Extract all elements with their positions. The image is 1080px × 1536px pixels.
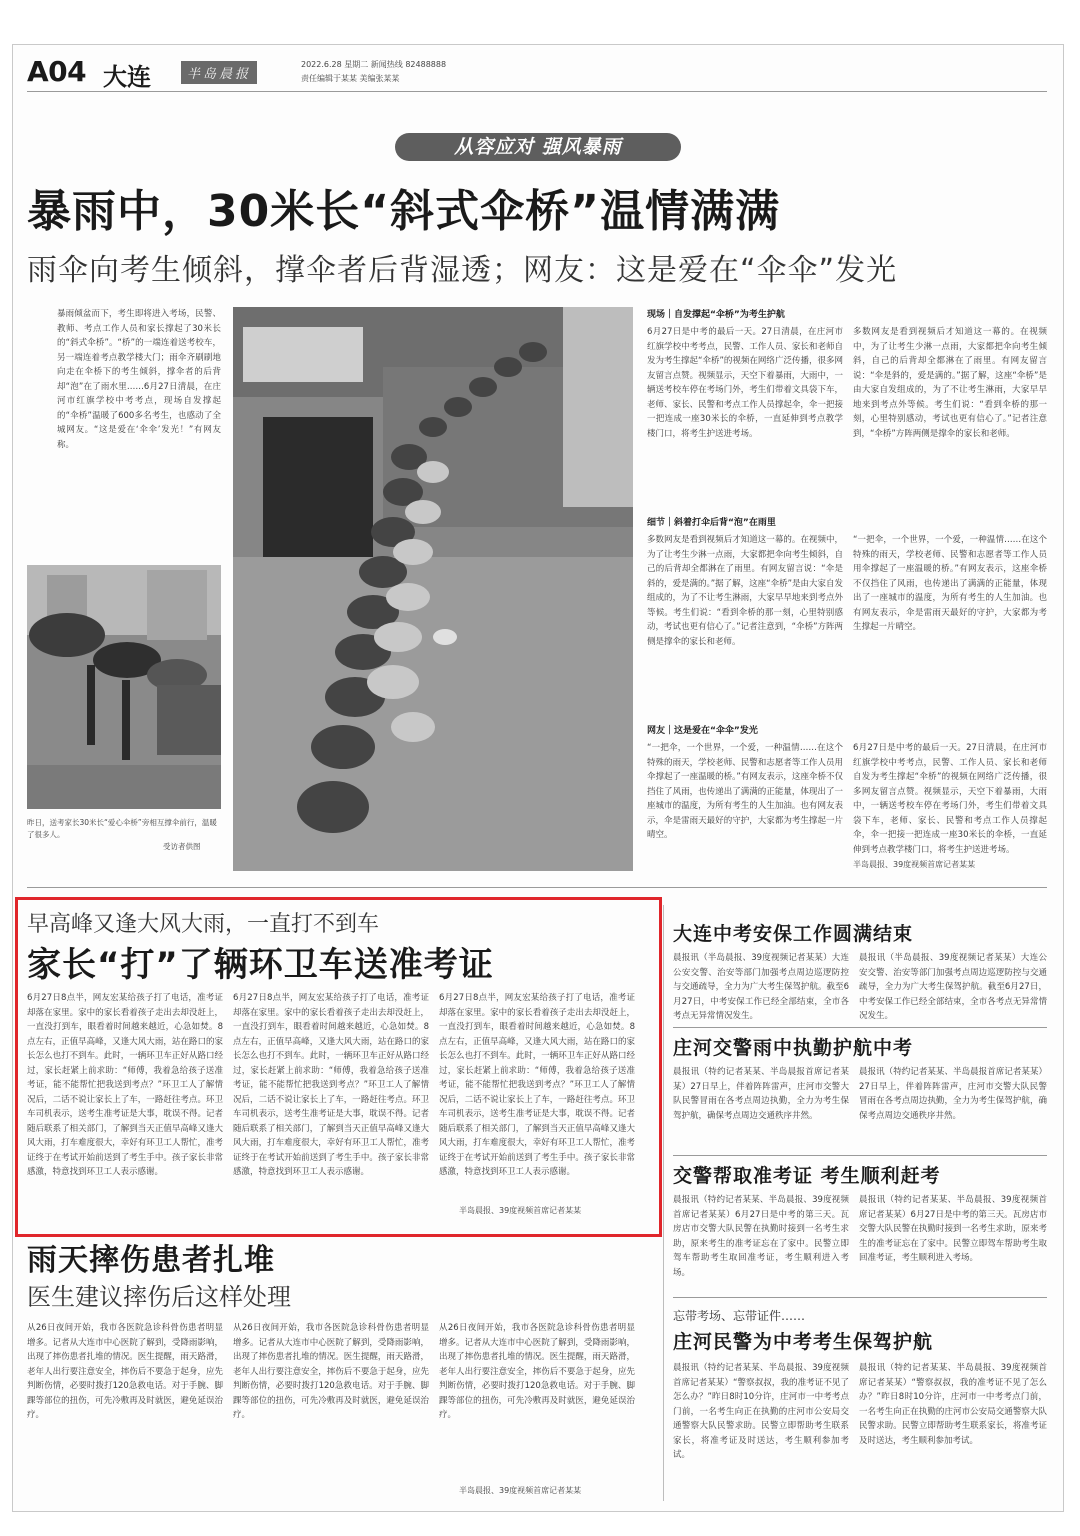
section-name: 大连 [103, 63, 151, 91]
bottom-byline: 半岛晨报、39度视频首席记者某某 [459, 1486, 582, 1495]
admission-ticket-story-col1: 晨报讯（特约记者某某、半岛晨报、39度视频首席记者某某）6月27日是中考的第三天。瓦房店市交警大队民警在执勤时接到一名考生求助，原来考生的准考证忘在了家中。民警立即驾车帮助考生取回准考证，考生顺利进入考场。 [673, 1195, 849, 1278]
photo-caption: 昨日，送考家长30米长“爱心伞桥”旁相互撑伞前行，温暖了很多人。 [27, 818, 217, 839]
safety-story-col1: 晨报讯（半岛晨报、39度视频记者某某）大连公安交警、治安等部门加强考点周边巡逻防控与交通疏导，全力为广大考生保驾护航。截至6月27日，中考安保工作已经全部结束，全市各考点无异常情况发生。 [673, 953, 849, 1021]
subhead-detail: 细节｜斜着打伞后背“泡”在雨里 [647, 518, 776, 528]
netizen-text-col2: 6月27日是中考的最后一天。27日清晨，在庄河市红旗学校中考考点，民警、工作人员、家长和老师自发为考生撑起“伞桥”的视频在网络广泛传播，很多网友留言点赞。视频显示，天空下着暴雨，大雨中，一辆送考校车停在考场门外，考生们带着文具袋下车，老师、家长、民警和考点工作人员撑起伞，伞一把接一把连成一座30米长的伞桥，一直延伸到考点教学楼门口，将考生护送进考场。 [853, 743, 1047, 855]
highlight-text-col1: 6月27日8点半，网友宏某给孩子打了电话，准考证却落在家里。家中的家长看着孩子走出去却没赶上，一直没打到车，眼看着时间越来越近，心急如焚。8点左右，正值早高峰，又逢大风大雨，站在路口的家长怎么也打不到车。此时，一辆环卫车正好从路口经过，家长赶紧上前求助：“师傅，我着急给孩子送准考证，能不能帮忙把我送到考点？”环卫工人了解情况后，二话不说让家长上了车，一路赶往考点。环卫车司机表示，送考生准考证是大事，耽误不得。记者随后联系了相关部门，了解到当天正值早高峰又逢大风大雨，打车难度很大，幸好有环卫工人帮忙，准考证终于在考试开始前送到了考生手中。孩子家长非常感激，特意找到环卫工人表示感谢。 [27, 993, 223, 1177]
admission-ticket-story-col2: 晨报讯（特约记者某某、半岛晨报、39度视频首席记者某某）6月27日是中考的第三天。瓦房店市交警大队民警在执勤时接到一名考生求助，原来考生的准考证忘在了家中。民警立即驾车帮助考生取回准考证，考生顺利进入考场。 [859, 1195, 1047, 1263]
police-story-title: 庄河民警为中考考生保驾护航 [673, 1331, 934, 1353]
traffic-police-story-col2: 晨报讯（特约记者某某、半岛晨报首席记者某某）27日早上，伴着阵阵雷声，庄河市交警大队民警冒雨在各考点周边执勤，全力为考生保驾护航，确保考点周边交通秩序井然。 [859, 1067, 1047, 1121]
highlight-kicker: 早高峰又逢大风大雨，一直打不到车 [27, 912, 380, 937]
bottom-text-col1: 从26日夜间开始，我市各医院急诊科骨伤患者明显增多。记者从大连市中心医院了解到，受降雨影响，出现了摔伤患者扎堆的情况。医生提醒，雨天路滑，老年人出行要注意安全，摔伤后不要急于起身，应先判断伤情，必要时拨打120急救电话。对于手腕、脚踝等部位的扭伤，可先冷敷再及时就医，避免延误治疗。 [27, 1323, 223, 1420]
netizen-text-col1: “一把伞，一个世界，一个爱，一种温情……在这个特殊的雨天，学校老师、民警和志愿者等工作人员用伞撑起了一座温暖的桥。”有网友表示，这座伞桥不仅挡住了风雨，也传递出了满满的正能量，体现出了一座城市的温度，为所有考生的人生加油。也有网友表示，伞是雷雨天最好的守护，大家都为考生撑起一片晴空。 [647, 743, 843, 840]
bottom-text-col2: 从26日夜间开始，我市各医院急诊科骨伤患者明显增多。记者从大连市中心医院了解到，受降雨影响，出现了摔伤患者扎堆的情况。医生提醒，雨天路滑，老年人出行要注意安全，摔伤后不要急于起身，应先判断伤情，必要时拨打120急救电话。对于手腕、脚踝等部位的扭伤，可先冷敷再及时就医，避免延误治疗。 [233, 1323, 429, 1420]
scene-text-col1: 6月27日是中考的最后一天。27日清晨，在庄河市红旗学校中考考点，民警、工作人员、家长和老师自发为考生撑起“伞桥”的视频在网络广泛传播，很多网友留言点赞。视频显示，天空下着暴雨，大雨中，一辆送考校车停在考场门外，考生们带着文具袋下车，老师、家长、民警和考点工作人员撑起伞，伞一把接一把连成一座30米长的伞桥，一直延伸到考点教学楼门口，将考生护送进考场。 [647, 327, 843, 439]
detail-text-col2: “一把伞，一个世界，一个爱，一种温情……在这个特殊的雨天，学校老师、民警和志愿者等工作人员用伞撑起了一座温暖的桥。”有网友表示，这座伞桥不仅挡住了风雨，也传递出了满满的正能量，体现出了一座城市的温度，为所有考生的人生加油。也有网友表示，伞是雷雨天最好的守护，大家都为考生撑起一片晴空。 [853, 535, 1047, 632]
main-headline: 暴雨中，30米长“斜式伞桥”温情满满 [27, 186, 781, 237]
bottom-subheadline: 医生建议摔伤后这样处理 [27, 1283, 291, 1311]
admission-ticket-story-title: 交警帮取准考证 考生顺利赶考 [673, 1165, 941, 1187]
umbrella-bridge-photo [233, 307, 633, 871]
subhead-scene: 现场｜自发撑起“伞桥”为考生护航 [647, 310, 785, 320]
bottom-headline: 雨天摔伤患者扎堆 [27, 1243, 275, 1278]
highlight-byline: 半岛晨报、39度视频首席记者某某 [459, 1206, 582, 1215]
traffic-police-story-title: 庄河交警雨中执勤护航中考 [673, 1037, 914, 1059]
subhead-netizen: 网友｜这是爱在“伞伞”发光 [647, 726, 758, 736]
page-number: A04 [27, 55, 87, 88]
header-meta-line2: 责任编辑于某某 美编张某某 [301, 74, 400, 83]
police-story-col1: 晨报讯（特约记者某某、半岛晨报、39度视频首席记者某某）“警察叔叔，我的准考证不见了怎么办？”昨日8时10分许，庄河市一中考考点门前，一名考生向正在执勤的庄河市公安局交通警察大队民警求助。民警立即帮助考生联系家长，将准考证及时送达，考生顺利参加考试。 [673, 1363, 849, 1460]
police-story-col2: 晨报讯（特约记者某某、半岛晨报、39度视频首席记者某某）“警察叔叔，我的准考证不见了怎么办？”昨日8时10分许，庄河市一中考考点门前，一名考生向正在执勤的庄河市公安局交通警察大队民警求助。民警立即帮助考生联系家长，将准考证及时送达，考生顺利参加考试。 [859, 1363, 1047, 1446]
safety-story-title: 大连中考安保工作圆满结束 [673, 923, 914, 945]
main-subheadline: 雨伞向考生倾斜，撑伞者后背湿透；网友：这是爱在“伞伞”发光 [27, 253, 898, 288]
photo-credit: 受访者供图 [163, 842, 201, 851]
traffic-police-story-col1: 晨报讯（特约记者某某、半岛晨报首席记者某某）27日早上，伴着阵阵雷声，庄河市交警大队民警冒雨在各考点周边执勤，全力为考生保驾护航，确保考点周边交通秩序井然。 [673, 1067, 849, 1121]
umbrella-street-photo [27, 565, 221, 809]
main-byline: 半岛晨报、39度视频首席记者某某 [853, 860, 976, 869]
highlight-text-col3: 6月27日8点半，网友宏某给孩子打了电话，准考证却落在家里。家中的家长看着孩子走出去却没赶上，一直没打到车，眼看着时间越来越近，心急如焚。8点左右，正值早高峰，又逢大风大雨，站在路口的家长怎么也打不到车。此时，一辆环卫车正好从路口经过，家长赶紧上前求助：“师傅，我着急给孩子送准考证，能不能帮忙把我送到考点？”环卫工人了解情况后，二话不说让家长上了车，一路赶往考点。环卫车司机表示，送考生准考证是大事，耽误不得。记者随后联系了相关部门，了解到当天正值早高峰又逢大风大雨，打车难度很大，幸好有环卫工人帮忙，准考证终于在考试开始前送到了考生手中。孩子家长非常感激，特意找到环卫工人表示感谢。 [439, 993, 635, 1177]
safety-story-col2: 晨报讯（半岛晨报、39度视频记者某某）大连公安交警、治安等部门加强考点周边巡逻防控与交通疏导，全力为广大考生保驾护航。截至6月27日，中考安保工作已经全部结束，全市各考点无异常情况发生。 [859, 953, 1047, 1021]
main-lead-text: 暴雨倾盆而下，考生即将进入考场，民警、教师、考点工作人员和家长撑起了30米长的“斜式伞桥”。“桥”的一端连着送考校车，另一端连着考点教学楼大门；雨伞齐刷刷地向走在伞桥下的考生倾斜，撑伞者的后背却“泡”在了雨水里……6月27日清晨，在庄河市红旗学校中考考点，现场自发撑起的“伞桥”温暖了600多名考生，也感动了全城网友。“这是爱在‘伞伞’发光！”有网友称。 [57, 309, 221, 450]
highlight-text-col2: 6月27日8点半，网友宏某给孩子打了电话，准考证却落在家里。家中的家长看着孩子走出去却没赶上，一直没打到车，眼看着时间越来越近，心急如焚。8点左右，正值早高峰，又逢大风大雨，站在路口的家长怎么也打不到车。此时，一辆环卫车正好从路口经过，家长赶紧上前求助：“师傅，我着急给孩子送准考证，能不能帮忙把我送到考点？”环卫工人了解情况后，二话不说让家长上了车，一路赶往考点。环卫车司机表示，送考生准考证是大事，耽误不得。记者随后联系了相关部门，了解到当天正值早高峰又逢大风大雨，打车难度很大，幸好有环卫工人帮忙，准考证终于在考试开始前送到了考生手中。孩子家长非常感激，特意找到环卫工人表示感谢。 [233, 993, 429, 1177]
detail-text-col1: 多数网友是看到视频后才知道这一幕的。在视频中，为了让考生少淋一点雨，大家都把伞向考生倾斜，自己的后背却全都淋在了雨里。有网友留言说：“伞是斜的，爱是满的。”据了解，这座“伞桥”是由大家自发组成的，为了不让考生淋雨，大家早早地来到考点外等候。考生们说：“看到伞桥的那一刻，心里特别感动，考试也更有信心了。”记者注意到，“伞桥”方阵两侧是撑伞的家长和老师。 [647, 535, 843, 647]
scene-text-col2: 多数网友是看到视频后才知道这一幕的。在视频中，为了让考生少淋一点雨，大家都把伞向考生倾斜，自己的后背却全都淋在了雨里。有网友留言说：“伞是斜的，爱是满的。”据了解，这座“伞桥”是由大家自发组成的，为了不让考生淋雨，大家早早地来到考点外等候。考生们说：“看到伞桥的那一刻，心里特别感动，考试也更有信心了。”记者注意到，“伞桥”方阵两侧是撑伞的家长和老师。 [853, 327, 1047, 439]
bottom-text-col3: 从26日夜间开始，我市各医院急诊科骨伤患者明显增多。记者从大连市中心医院了解到，受降雨影响，出现了摔伤患者扎堆的情况。医生提醒，雨天路滑，老年人出行要注意安全，摔伤后不要急于起身，应先判断伤情，必要时拨打120急救电话。对于手腕、脚踝等部位的扭伤，可先冷敷再及时就医，避免延误治疗。 [439, 1323, 635, 1420]
highlight-headline: 家长“打”了辆环卫车送准考证 [27, 945, 494, 985]
masthead-logo: 半岛晨报 [181, 61, 257, 84]
newspaper-page [12, 44, 1064, 1512]
topic-banner: 从容应对 强风暴雨 [395, 133, 681, 161]
header-meta-line1: 2022.6.28 星期二 新闻热线 82488888 [301, 60, 447, 69]
police-story-kicker: 忘带考场、忘带证件…… [673, 1309, 806, 1323]
